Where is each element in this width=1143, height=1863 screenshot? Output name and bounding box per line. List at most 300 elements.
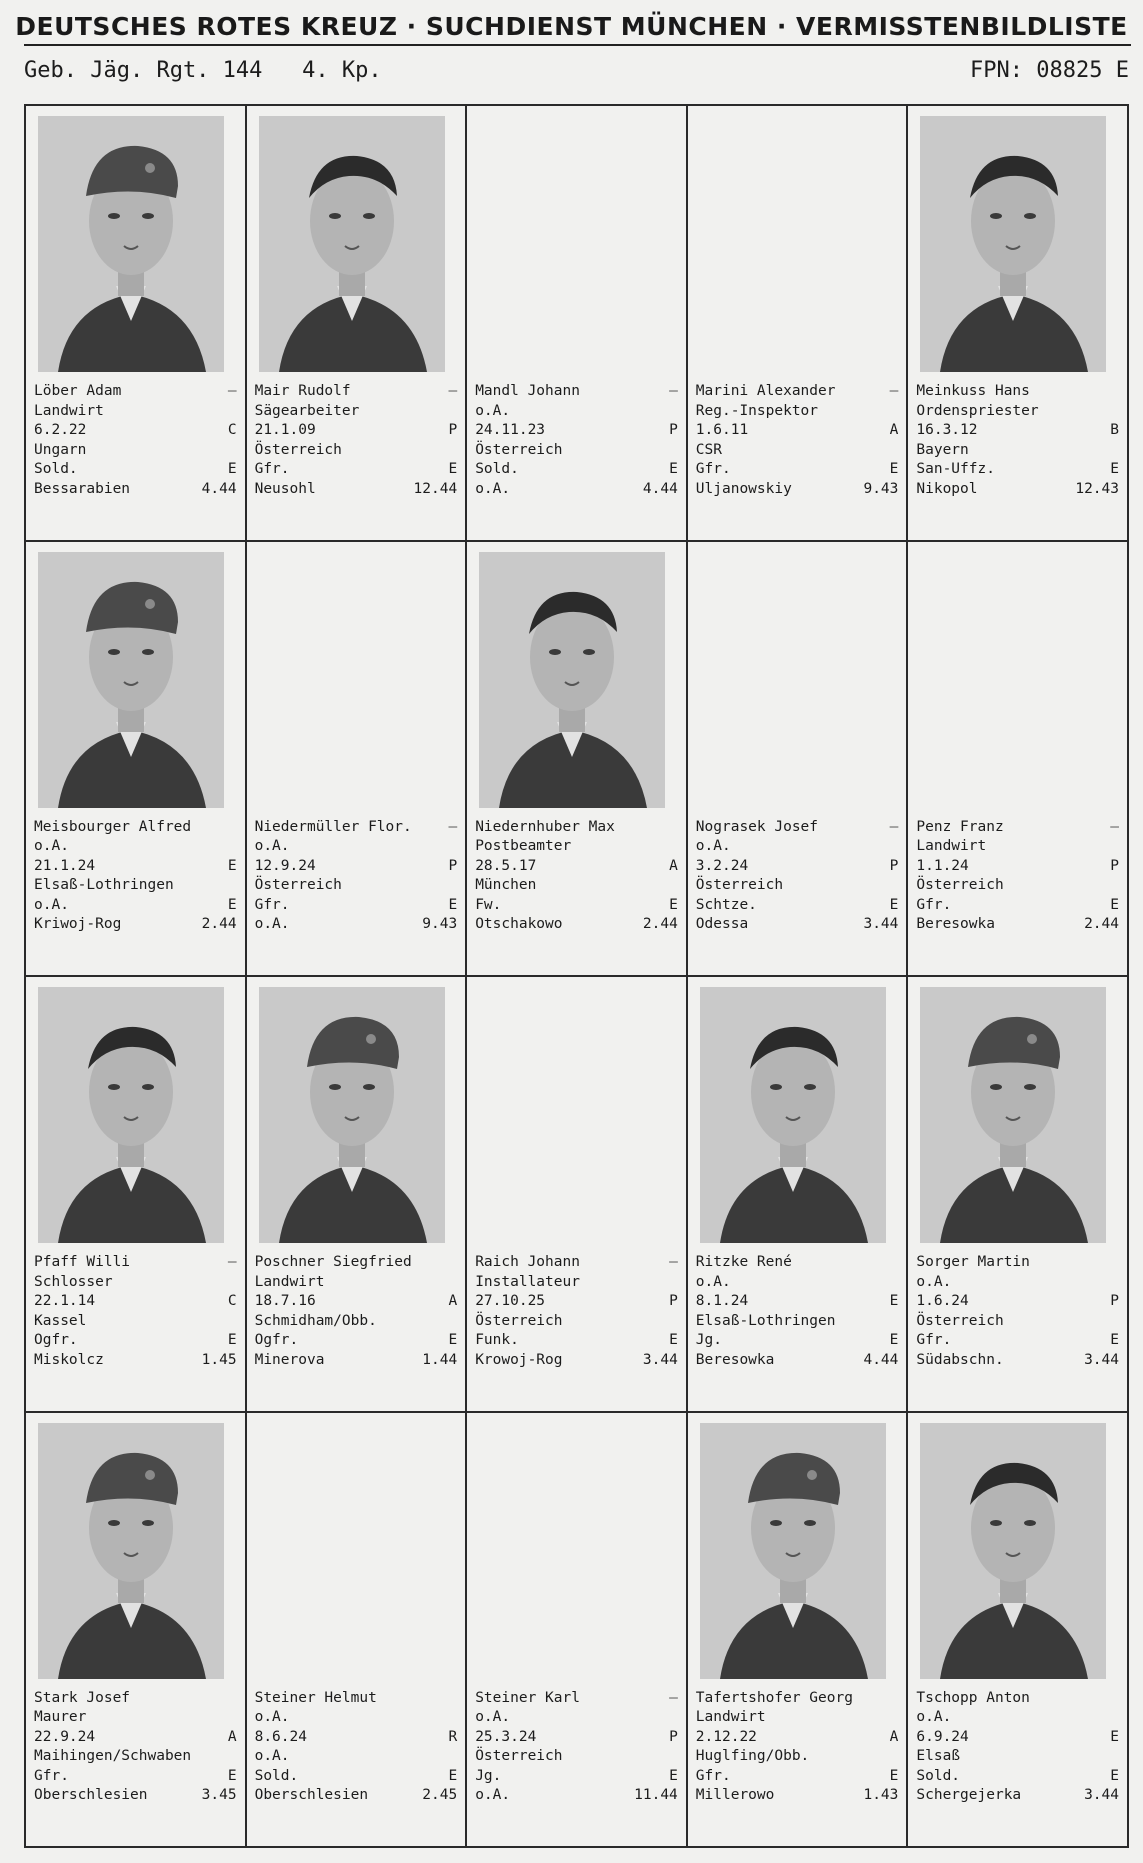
detail-line (696, 1253, 899, 1273)
detail-text: Südabschn. (916, 1351, 1004, 1368)
detail-code: – (448, 818, 458, 835)
detail-line (34, 876, 237, 896)
detail-text: 16.3.12 (916, 422, 978, 438)
detail-text: o.A. (475, 1709, 511, 1725)
detail-code: 3.44 (1084, 1787, 1119, 1803)
detail-line (475, 1689, 678, 1709)
detail-line (916, 915, 1119, 935)
detail-line (475, 857, 678, 877)
person-name: Stark Josef (34, 1689, 131, 1706)
detail-text: Gfr. (695, 1767, 731, 1784)
detail-code: 4.44 (863, 1351, 899, 1368)
detail-line (255, 1331, 458, 1351)
detail-code: E (1110, 1332, 1119, 1348)
detail-line (34, 1786, 237, 1806)
detail-line (34, 857, 237, 877)
detail-line (916, 441, 1119, 461)
detail-text: 1.6.11 (695, 422, 749, 438)
person-card (467, 1413, 688, 1849)
detail-text: 21.1.24 (34, 857, 96, 874)
detail-code: P (448, 857, 458, 874)
detail-text: o.A. (34, 896, 69, 913)
detail-line (255, 818, 458, 838)
detail-line (916, 382, 1119, 402)
detail-text: 27.10.25 (475, 1293, 546, 1309)
detail-line (475, 1312, 678, 1332)
person-details (34, 1253, 237, 1370)
detail-text: 8.1.24 (695, 1293, 749, 1309)
detail-line (696, 1312, 899, 1332)
detail-code: E (448, 1332, 458, 1348)
detail-code: – (669, 1689, 678, 1706)
detail-code: 3.44 (1084, 1351, 1119, 1368)
portrait-photo (920, 116, 1106, 372)
portrait-photo (920, 987, 1106, 1243)
detail-text: Sold. (475, 461, 519, 477)
detail-line (34, 382, 237, 402)
detail-text: Landwirt (916, 838, 987, 854)
detail-text: o.A. (475, 402, 511, 419)
detail-code: – (227, 383, 237, 399)
person-card (908, 542, 1129, 978)
detail-code: 12.44 (413, 480, 458, 497)
detail-text: Landwirt (254, 1273, 325, 1290)
detail-text: München (475, 877, 537, 893)
detail-line (696, 837, 899, 857)
detail-line (34, 896, 237, 916)
detail-text: Uljanowskiy (695, 480, 792, 497)
person-details (255, 818, 458, 935)
person-name: Penz Franz (916, 818, 1004, 835)
detail-line (916, 1292, 1119, 1312)
person-name: Ritzke René (695, 1254, 792, 1270)
detail-text: Krowoj-Rog (475, 1351, 563, 1368)
detail-line (255, 480, 458, 500)
detail-line (696, 460, 899, 480)
detail-text: Gfr. (916, 1332, 952, 1348)
detail-text: 22.9.24 (34, 1728, 96, 1745)
person-details (916, 1689, 1119, 1806)
detail-line (916, 421, 1119, 441)
detail-text: Österreich (916, 1312, 1004, 1329)
detail-text: Österreich (254, 877, 342, 893)
person-card (26, 106, 247, 542)
detail-line (916, 1728, 1119, 1748)
detail-text: Bayern (916, 441, 969, 458)
detail-code: E (889, 461, 899, 477)
detail-text: Österreich (254, 441, 342, 458)
person-name: Tafertshofer Georg (695, 1689, 853, 1706)
person-name: Nograsek Josef (695, 818, 819, 835)
detail-line (696, 915, 899, 935)
detail-line (255, 837, 458, 857)
detail-text: Beresowka (916, 916, 995, 932)
detail-code: E (227, 461, 237, 477)
detail-text: CSR (695, 441, 722, 458)
detail-line (696, 1689, 899, 1709)
person-card (247, 977, 468, 1413)
detail-text: 12.9.24 (254, 857, 316, 874)
detail-line (475, 1728, 678, 1748)
detail-text: Maihingen/Schwaben (34, 1748, 192, 1764)
detail-text: Landwirt (34, 402, 104, 419)
detail-text: o.A. (254, 1709, 290, 1725)
person-card (247, 106, 468, 542)
detail-line (475, 1331, 678, 1351)
detail-code: P (1110, 1293, 1119, 1309)
person-details (916, 1253, 1119, 1370)
detail-code: 12.43 (1075, 480, 1119, 497)
detail-code: E (669, 1332, 678, 1348)
detail-code: E (889, 1767, 899, 1784)
detail-line (475, 1351, 678, 1371)
detail-line (696, 1351, 899, 1371)
detail-line (255, 1767, 458, 1787)
detail-text: Sold. (916, 1767, 961, 1784)
detail-code: 4.44 (201, 480, 237, 497)
person-details (34, 382, 237, 499)
detail-text: o.A. (475, 1787, 511, 1803)
detail-code: – (669, 383, 678, 399)
person-name: Raich Johann (475, 1254, 580, 1270)
detail-code: A (889, 1728, 899, 1745)
detail-code: E (889, 1332, 899, 1348)
detail-code: 11.44 (634, 1787, 678, 1803)
detail-text: Ogfr. (34, 1332, 78, 1348)
missing-persons-grid (24, 104, 1129, 1848)
portrait-photo (259, 987, 445, 1243)
person-card (908, 1413, 1129, 1849)
detail-line (255, 421, 458, 441)
detail-line (696, 421, 899, 441)
detail-code: 4.44 (642, 480, 678, 497)
detail-code: E (669, 1767, 678, 1784)
person-name: Niedernhuber Max (475, 818, 615, 835)
detail-code: 2.44 (642, 916, 678, 932)
detail-text: Gfr. (695, 461, 731, 477)
detail-code: E (889, 1293, 899, 1309)
detail-line (475, 1253, 678, 1273)
person-details (475, 818, 678, 935)
person-details (475, 1253, 678, 1370)
person-card (467, 106, 688, 542)
portrait-photo (38, 552, 224, 808)
detail-line (475, 837, 678, 857)
detail-text: 6.9.24 (916, 1728, 969, 1745)
detail-line (475, 1786, 678, 1806)
document-title: DEUTSCHES ROTES KREUZ · SUCHDIENST MÜNCHEN · VERMISSTENBILDLISTE (15, 12, 1128, 41)
detail-text: Beresowka (695, 1351, 775, 1368)
portrait-photo (920, 1423, 1106, 1679)
detail-line (916, 857, 1119, 877)
unit-label: Geb. Jäg. Rgt. 144 4. Kp. (24, 58, 382, 83)
detail-line (696, 876, 899, 896)
detail-text: Oberschlesien (254, 1787, 369, 1803)
detail-line (475, 1292, 678, 1312)
detail-line (916, 1786, 1119, 1806)
detail-code: E (1110, 1767, 1119, 1784)
detail-text: Postbeamter (475, 838, 572, 854)
detail-line (696, 1708, 899, 1728)
detail-line (696, 818, 899, 838)
detail-line (916, 1767, 1119, 1787)
person-details (916, 818, 1119, 935)
detail-text: Gfr. (916, 896, 952, 913)
detail-line (696, 441, 899, 461)
detail-text: Gfr. (254, 461, 290, 477)
detail-code: 2.44 (201, 916, 237, 932)
detail-line (475, 915, 678, 935)
detail-line (34, 1728, 237, 1748)
detail-line (916, 1708, 1119, 1728)
detail-line (255, 460, 458, 480)
detail-line (696, 402, 899, 422)
detail-text: 2.12.22 (695, 1728, 757, 1745)
detail-line (916, 1253, 1119, 1273)
detail-text: 24.11.23 (475, 422, 546, 438)
detail-code: – (889, 383, 899, 399)
detail-text: 21.1.09 (254, 422, 316, 438)
portrait-photo (38, 116, 224, 372)
detail-code: E (448, 461, 458, 477)
detail-code: E (1110, 1728, 1119, 1745)
detail-text: Neusohl (254, 480, 316, 497)
person-details (255, 1253, 458, 1370)
detail-code: 2.44 (1084, 916, 1119, 932)
detail-text: Installateur (475, 1273, 580, 1290)
detail-text: Kassel (34, 1312, 87, 1329)
detail-text: Jg. (695, 1332, 722, 1348)
detail-text: Sold. (254, 1767, 299, 1784)
detail-code: P (1110, 857, 1119, 874)
detail-text: Elsaß-Lothringen (695, 1312, 836, 1329)
detail-line (696, 382, 899, 402)
detail-text: o.A. (916, 1709, 952, 1725)
detail-code: P (669, 1728, 678, 1745)
detail-text: Reg.-Inspektor (695, 402, 819, 419)
detail-line (696, 1331, 899, 1351)
person-details (475, 382, 678, 499)
person-card (467, 977, 688, 1413)
detail-line (916, 876, 1119, 896)
detail-code: E (448, 896, 458, 913)
detail-line (475, 460, 678, 480)
detail-code: A (227, 1728, 237, 1745)
detail-line (255, 876, 458, 896)
detail-line (34, 1253, 237, 1273)
person-details (255, 382, 458, 499)
person-details (475, 1689, 678, 1806)
detail-line (916, 1689, 1119, 1709)
detail-text: Oberschlesien (34, 1787, 148, 1803)
detail-text: Ungarn (34, 441, 87, 458)
detail-line (255, 382, 458, 402)
detail-text: Gfr. (34, 1767, 69, 1784)
detail-code: 3.44 (863, 916, 899, 932)
person-name: Marini Alexander (695, 383, 836, 399)
fpn-label: FPN: 08825 E (970, 58, 1129, 83)
detail-line (34, 1351, 237, 1371)
person-name: Mair Rudolf (254, 383, 351, 399)
detail-line (255, 1312, 458, 1332)
detail-text: Schlosser (34, 1273, 113, 1290)
detail-line (255, 1708, 458, 1728)
detail-code: E (669, 461, 678, 477)
detail-text: 22.1.14 (34, 1293, 96, 1309)
detail-line (696, 480, 899, 500)
detail-code: E (1110, 461, 1119, 477)
detail-line (696, 1728, 899, 1748)
detail-line (916, 402, 1119, 422)
person-details (34, 818, 237, 935)
detail-text: o.A. (34, 838, 69, 854)
detail-line (255, 1747, 458, 1767)
detail-text: Österreich (695, 877, 784, 893)
detail-line (475, 402, 678, 422)
detail-code: – (1110, 818, 1119, 835)
detail-code: E (1110, 896, 1119, 913)
detail-code: B (1110, 422, 1119, 438)
detail-text: Otschakowo (475, 916, 563, 932)
detail-text: Minerova (254, 1351, 325, 1368)
detail-code: E (889, 896, 899, 913)
person-details (696, 382, 899, 499)
detail-code: 1.45 (201, 1351, 237, 1368)
portrait-photo (38, 1423, 224, 1679)
detail-code: E (227, 1332, 237, 1348)
detail-text: Schergejerka (916, 1787, 1022, 1803)
detail-text: 1.6.24 (916, 1293, 969, 1309)
detail-text: Sägearbeiter (254, 402, 360, 419)
detail-code: P (889, 857, 899, 874)
detail-text: Fw. (475, 896, 502, 913)
detail-line (475, 421, 678, 441)
person-details (696, 818, 899, 935)
detail-code: 1.44 (422, 1351, 458, 1368)
detail-line (696, 1786, 899, 1806)
detail-code: A (669, 857, 678, 874)
detail-line (916, 1273, 1119, 1293)
detail-line (475, 1747, 678, 1767)
portrait-photo (479, 552, 665, 808)
person-details (696, 1253, 899, 1370)
person-name: Meinkuss Hans (916, 383, 1030, 399)
detail-text: o.A. (916, 1273, 952, 1290)
detail-line (34, 1689, 237, 1709)
person-details (34, 1689, 237, 1806)
detail-text: Ordenspriester (916, 402, 1039, 419)
detail-text: Millerowo (695, 1787, 775, 1803)
detail-line (34, 1292, 237, 1312)
person-card (247, 542, 468, 978)
detail-text: 3.2.24 (695, 857, 749, 874)
detail-line (475, 818, 678, 838)
portrait-photo (259, 116, 445, 372)
person-name: Sorger Martin (916, 1254, 1030, 1270)
detail-text: Schmidham/Obb. (254, 1312, 377, 1329)
portrait-photo (700, 987, 886, 1243)
detail-code: E (448, 1767, 458, 1784)
detail-code: P (669, 422, 678, 438)
detail-text: Maurer (34, 1709, 87, 1725)
detail-text: Österreich (916, 877, 1004, 893)
person-card (688, 977, 909, 1413)
detail-text: o.A. (695, 1273, 731, 1290)
detail-line (475, 480, 678, 500)
person-name: Steiner Helmut (254, 1689, 377, 1706)
detail-line (916, 1312, 1119, 1332)
detail-text: Schtze. (695, 896, 757, 913)
detail-line (696, 1292, 899, 1312)
detail-text: o.A. (254, 1748, 290, 1764)
detail-code: 3.44 (642, 1351, 678, 1368)
person-card (688, 106, 909, 542)
detail-code: – (227, 1254, 237, 1270)
title-divider (24, 44, 1131, 46)
detail-line (255, 1273, 458, 1293)
person-name: Niedermüller Flor. (254, 818, 412, 835)
detail-line (696, 896, 899, 916)
detail-line (475, 382, 678, 402)
person-name: Steiner Karl (475, 1689, 580, 1706)
detail-line (34, 1767, 237, 1787)
detail-line (916, 896, 1119, 916)
detail-line (916, 480, 1119, 500)
portrait-photo (38, 987, 224, 1243)
detail-text: Gfr. (254, 896, 290, 913)
detail-text: Kriwoj-Rog (34, 916, 122, 932)
detail-line (255, 915, 458, 935)
detail-code: A (889, 422, 899, 438)
detail-code: A (448, 1293, 458, 1309)
detail-code: 9.43 (863, 480, 899, 497)
detail-line (916, 1351, 1119, 1371)
detail-line (255, 1351, 458, 1371)
detail-line (255, 1292, 458, 1312)
detail-text: Odessa (695, 916, 749, 932)
detail-text: Nikopol (916, 480, 978, 497)
detail-code: – (889, 818, 899, 835)
detail-line (34, 915, 237, 935)
person-card (688, 542, 909, 978)
detail-code: E (227, 1767, 237, 1784)
detail-line (34, 818, 237, 838)
detail-code: R (448, 1728, 458, 1745)
detail-line (696, 1767, 899, 1787)
person-details (255, 1689, 458, 1806)
detail-code: E (227, 857, 237, 874)
detail-text: 28.5.17 (475, 857, 537, 874)
detail-code: E (227, 896, 237, 913)
detail-code: – (448, 383, 458, 399)
detail-code: 1.43 (863, 1787, 899, 1803)
detail-line (34, 480, 237, 500)
detail-text: o.A. (254, 838, 290, 854)
person-card (688, 1413, 909, 1849)
detail-code: 3.45 (201, 1787, 237, 1803)
detail-text: Österreich (475, 1312, 563, 1329)
detail-code: – (669, 1254, 678, 1270)
person-details (696, 1689, 899, 1806)
detail-text: o.A. (695, 838, 731, 854)
detail-code: 2.45 (422, 1787, 458, 1803)
detail-text: Huglfing/Obb. (695, 1748, 810, 1764)
person-card (467, 542, 688, 978)
detail-line (475, 1767, 678, 1787)
detail-text: Jg. (475, 1767, 502, 1784)
detail-line (255, 1253, 458, 1273)
detail-text: o.A. (254, 916, 290, 932)
